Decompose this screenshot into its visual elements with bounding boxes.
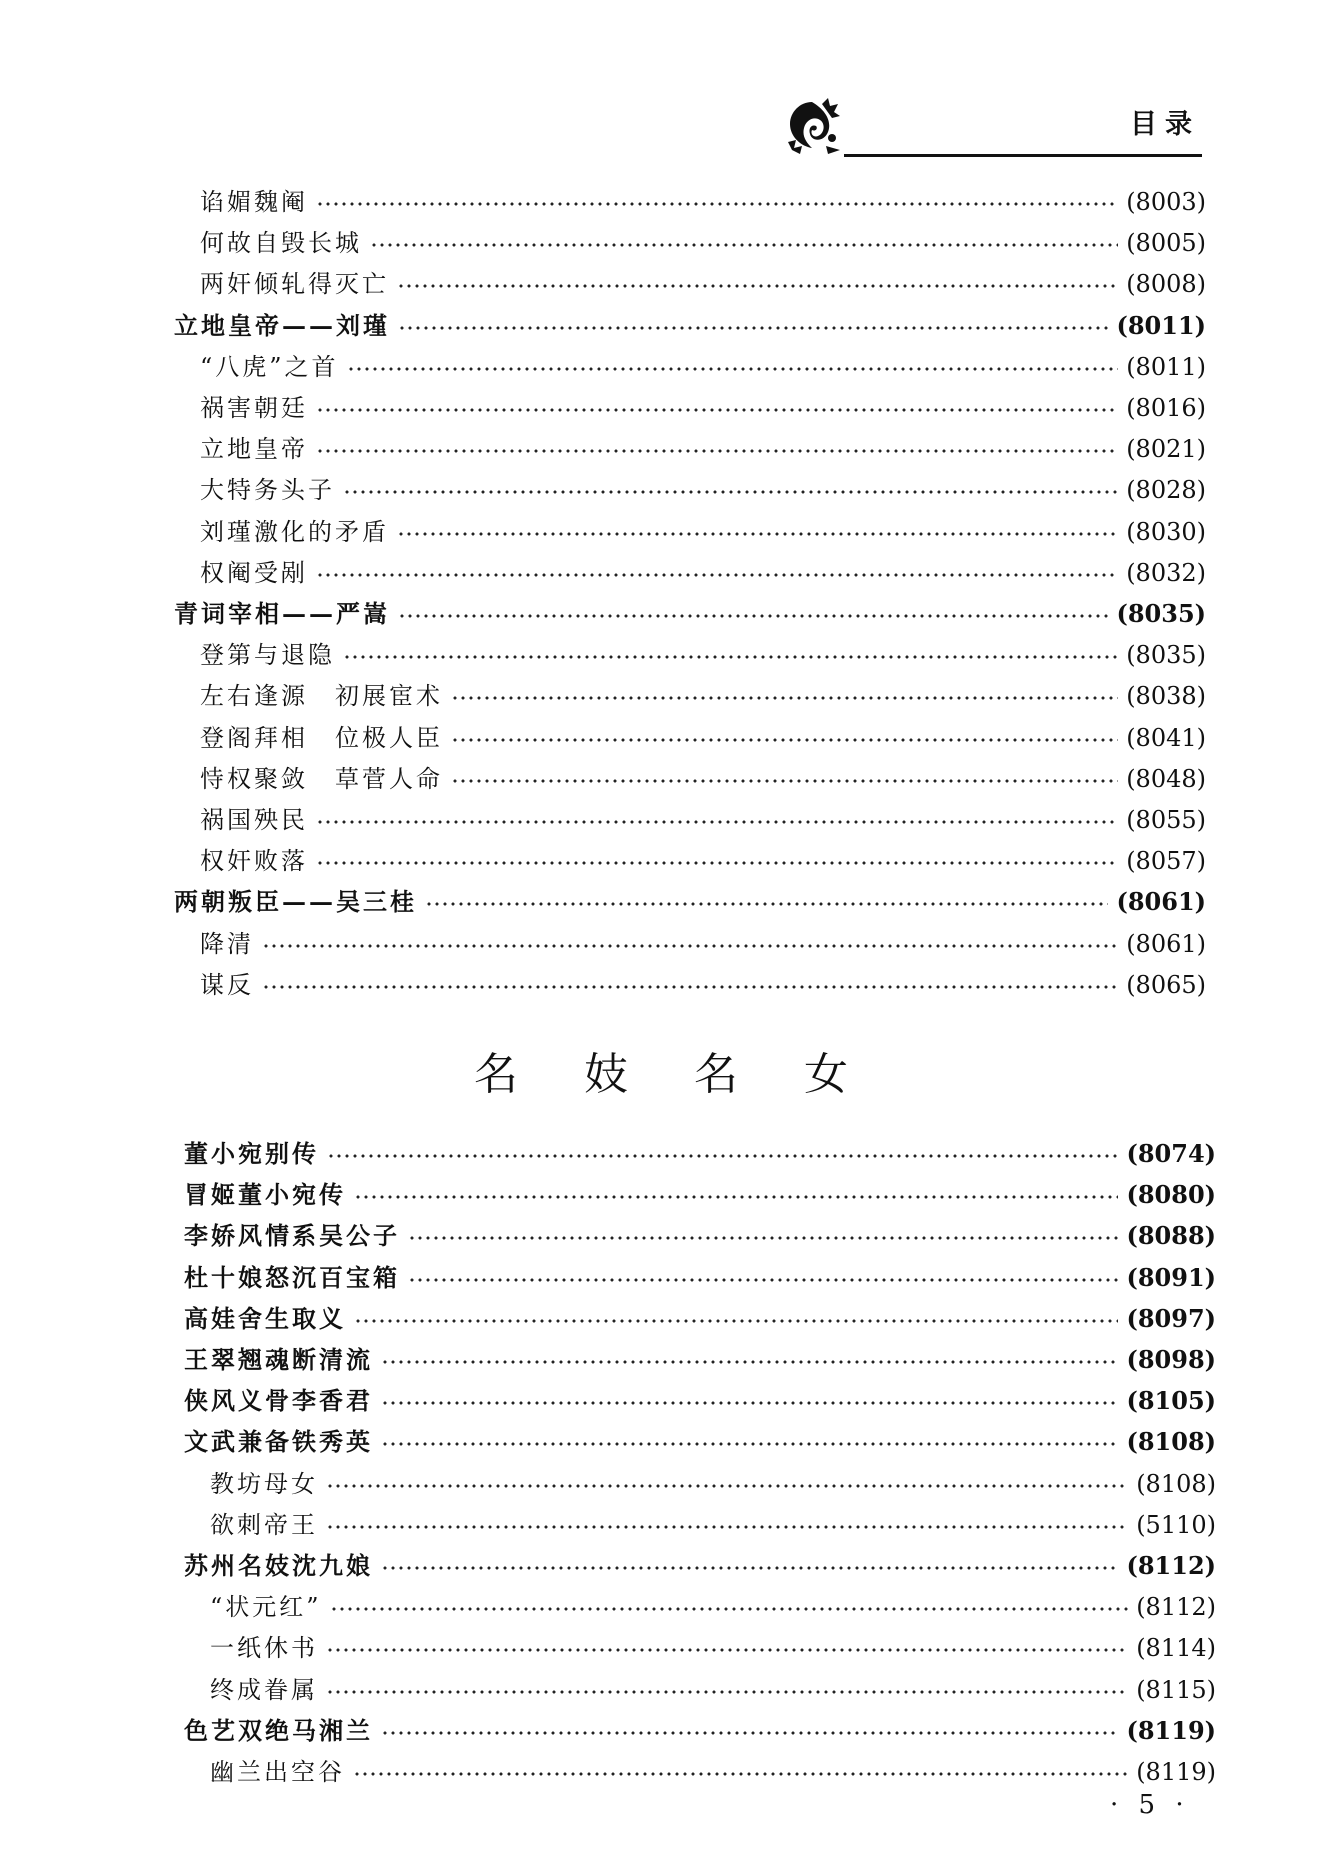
leader-dots xyxy=(354,1303,1118,1327)
toc-entry-label: 祸国殃民 xyxy=(200,806,308,834)
leader-dots xyxy=(347,351,1119,375)
toc-entry-label: 登阁拜相 位极人臣 xyxy=(200,723,443,752)
toc-entry-page: (8108) xyxy=(1126,1427,1216,1457)
leader-dots xyxy=(381,1715,1118,1739)
toc-entry-page: (8011) xyxy=(1116,310,1206,340)
leader-dots xyxy=(397,268,1118,292)
leader-dots xyxy=(381,1550,1118,1574)
toc-entry-label: 登第与退隐 xyxy=(200,641,335,670)
leader-dots xyxy=(316,845,1118,869)
leader-dots xyxy=(326,1674,1128,1698)
toc-entry-page: (8088) xyxy=(1126,1221,1216,1251)
toc-entry-label: 权奸败落 xyxy=(200,847,308,876)
toc-entry xyxy=(210,1752,1216,1792)
toc-entry-label: 立地皇帝 xyxy=(200,435,308,464)
toc-entry xyxy=(174,882,1206,922)
leader-dots xyxy=(343,639,1118,663)
toc-entry-page: (8098) xyxy=(1126,1345,1216,1374)
toc-entry xyxy=(210,1505,1216,1545)
toc-entry-page: (8065) xyxy=(1126,970,1206,999)
toc-entry-label: 侠风义骨李香君 xyxy=(184,1386,373,1416)
toc-entry-page: (8016) xyxy=(1126,394,1206,422)
toc-entry xyxy=(174,306,1206,346)
toc-entry-label: 教坊母女 xyxy=(210,1469,318,1498)
toc-entry-page: (8035) xyxy=(1116,599,1206,628)
leader-dots xyxy=(398,598,1108,622)
toc-entry-page: (8055) xyxy=(1126,806,1206,834)
toc-entry-page: (8057) xyxy=(1126,847,1206,876)
toc-entry xyxy=(174,594,1206,634)
toc-entry-page: (8021) xyxy=(1126,435,1206,464)
leader-dots xyxy=(316,804,1118,828)
toc-entry-label: 欲刺帝王 xyxy=(210,1510,318,1539)
toc-entry-label: 一纸休书 xyxy=(210,1634,318,1663)
toc-entry-label: 文武兼备铁秀英 xyxy=(184,1427,373,1457)
toc-entry xyxy=(200,553,1206,593)
toc-entry xyxy=(200,470,1206,510)
toc-entry-page: (5110) xyxy=(1136,1510,1216,1539)
toc-entry-label: 恃权聚敛 草菅人命 xyxy=(200,764,443,793)
leader-dots xyxy=(316,433,1118,457)
leader-dots xyxy=(451,722,1118,746)
toc-entry xyxy=(200,676,1206,716)
toc-entry-page: (8032) xyxy=(1126,558,1206,587)
toc-entry-page: (8005) xyxy=(1126,229,1206,258)
toc-entry-page: (8119) xyxy=(1126,1715,1216,1745)
toc-entry-label: 苏州名妓沈九娘 xyxy=(184,1551,373,1580)
toc-entry-page: (8097) xyxy=(1126,1303,1216,1333)
toc-entry xyxy=(200,759,1206,799)
toc-entry-page: (8008) xyxy=(1126,270,1206,299)
leader-dots xyxy=(326,1632,1128,1656)
toc-entry-page: (8061) xyxy=(1116,887,1206,917)
toc-entry-page: (8030) xyxy=(1126,517,1206,546)
toc-entry xyxy=(210,1464,1216,1504)
toc-entry xyxy=(200,800,1206,840)
leader-dots xyxy=(343,474,1118,498)
toc-entry-label: 董小宛别传 xyxy=(184,1139,319,1168)
toc-entry-page: (8028) xyxy=(1126,476,1206,505)
toc-entry-page: (8035) xyxy=(1126,641,1206,670)
toc-entry xyxy=(200,388,1206,428)
toc-entry-label: 立地皇帝——刘瑾 xyxy=(174,310,390,340)
toc-entry xyxy=(184,1340,1216,1380)
leader-dots xyxy=(381,1426,1118,1450)
header-title: 目录 xyxy=(1130,109,1200,140)
toc-entry-label: 刘瑾激化的矛盾 xyxy=(200,517,389,546)
leader-dots xyxy=(262,969,1118,993)
page-number: · 5 · xyxy=(1110,1790,1190,1820)
leader-dots xyxy=(316,557,1118,581)
toc-entry-label: 降清 xyxy=(200,929,254,958)
toc-entry-page: (8061) xyxy=(1126,929,1206,958)
toc-entry-label: 色艺双绝马湘兰 xyxy=(184,1715,373,1745)
toc-entry-label: 王翠翘魂断清流 xyxy=(184,1345,373,1374)
toc-entry xyxy=(200,347,1206,387)
toc-entry-page: (8038) xyxy=(1126,682,1206,711)
leader-dots xyxy=(326,1468,1128,1492)
toc-entry-label: 冒姬董小宛传 xyxy=(184,1180,346,1210)
leader-dots xyxy=(353,1756,1128,1780)
toc-entry-label: 谄媚魏阉 xyxy=(200,188,308,216)
toc-entry xyxy=(200,841,1206,881)
toc-entry xyxy=(210,1587,1216,1627)
toc-entry-page: (8003) xyxy=(1126,188,1206,216)
toc-entry-label: 祸害朝廷 xyxy=(200,394,308,422)
section-title: 名妓名女 xyxy=(474,1049,914,1100)
toc-entry-page: (8105) xyxy=(1126,1386,1216,1416)
toc-entry-label: 左右逢源 初展宦术 xyxy=(200,682,443,711)
toc-entry-page: (8112) xyxy=(1126,1551,1216,1580)
toc-entry-page: (8091) xyxy=(1126,1262,1216,1292)
leader-dots xyxy=(451,763,1118,787)
toc-entry-label: 谋反 xyxy=(200,970,254,999)
toc-entry-label: 杜十娘怒沉百宝箱 xyxy=(184,1262,400,1292)
leader-dots xyxy=(408,1262,1118,1286)
toc-entry-label: 幽兰出空谷 xyxy=(210,1758,345,1786)
leader-dots xyxy=(327,1138,1118,1162)
toc-entry xyxy=(200,965,1206,1005)
toc-entry-label: 高娃舍生取义 xyxy=(184,1303,346,1333)
toc-entry-page: (8119) xyxy=(1136,1758,1216,1786)
toc-entry xyxy=(210,1670,1216,1710)
toc-entry-label: 青词宰相——严嵩 xyxy=(174,599,390,628)
leader-dots xyxy=(330,1591,1129,1615)
toc-entry xyxy=(200,512,1206,552)
leader-dots xyxy=(425,886,1108,910)
leader-dots xyxy=(354,1179,1118,1203)
toc-entry-label: 两朝叛臣——吴三桂 xyxy=(174,887,417,917)
header-rule xyxy=(844,154,1202,157)
toc-entry xyxy=(184,1134,1216,1174)
toc-entry-page: (8080) xyxy=(1126,1180,1216,1210)
leader-dots xyxy=(398,310,1108,334)
toc-entry xyxy=(200,635,1206,675)
toc-entry-label: 何故自毁长城 xyxy=(200,229,362,258)
toc-entry xyxy=(200,264,1206,304)
leader-dots xyxy=(316,186,1118,210)
toc-entry-label: 权阉受剐 xyxy=(200,558,308,587)
dragon-emblem-icon xyxy=(782,96,844,156)
toc-entry-page: (8115) xyxy=(1136,1675,1216,1704)
toc-entry-label: “状元红” xyxy=(210,1593,322,1622)
toc-entry-label: 终成眷属 xyxy=(210,1675,318,1704)
toc-entry xyxy=(200,182,1206,222)
toc-entry xyxy=(200,429,1206,469)
leader-dots xyxy=(451,680,1118,704)
toc-entry xyxy=(210,1628,1216,1668)
leader-dots xyxy=(370,227,1118,251)
toc-entry-page: (8114) xyxy=(1136,1634,1216,1663)
toc-entry xyxy=(184,1216,1216,1256)
toc-entry-label: 大特务头子 xyxy=(200,476,335,505)
toc-entry xyxy=(184,1258,1216,1298)
toc-entry xyxy=(184,1546,1216,1586)
toc-entry-label: 两奸倾轧得灭亡 xyxy=(200,270,389,299)
toc-entry xyxy=(184,1422,1216,1462)
running-header xyxy=(778,96,1202,160)
toc-entry xyxy=(200,718,1206,758)
leader-dots xyxy=(262,928,1118,952)
toc-entry xyxy=(184,1299,1216,1339)
toc-entry-page: (8011) xyxy=(1126,352,1206,381)
toc-entry-page: (8108) xyxy=(1136,1469,1216,1498)
toc-entry-page: (8112) xyxy=(1136,1593,1216,1622)
toc-entry-page: (8041) xyxy=(1126,723,1206,752)
toc-entry xyxy=(200,223,1206,263)
toc-entry-page: (8074) xyxy=(1126,1139,1216,1168)
toc-entry xyxy=(184,1381,1216,1421)
leader-dots xyxy=(408,1220,1118,1244)
leader-dots xyxy=(381,1385,1118,1409)
toc-entry xyxy=(184,1175,1216,1215)
toc-entry-page: (8048) xyxy=(1126,764,1206,793)
leader-dots xyxy=(316,392,1118,416)
leader-dots xyxy=(397,516,1118,540)
toc-entry xyxy=(200,924,1206,964)
leader-dots xyxy=(326,1509,1128,1533)
toc-entry-label: “八虎”之首 xyxy=(200,352,339,381)
leader-dots xyxy=(381,1344,1118,1368)
toc-entry-label: 李娇风情系吴公子 xyxy=(184,1221,400,1251)
toc-entry xyxy=(184,1711,1216,1751)
